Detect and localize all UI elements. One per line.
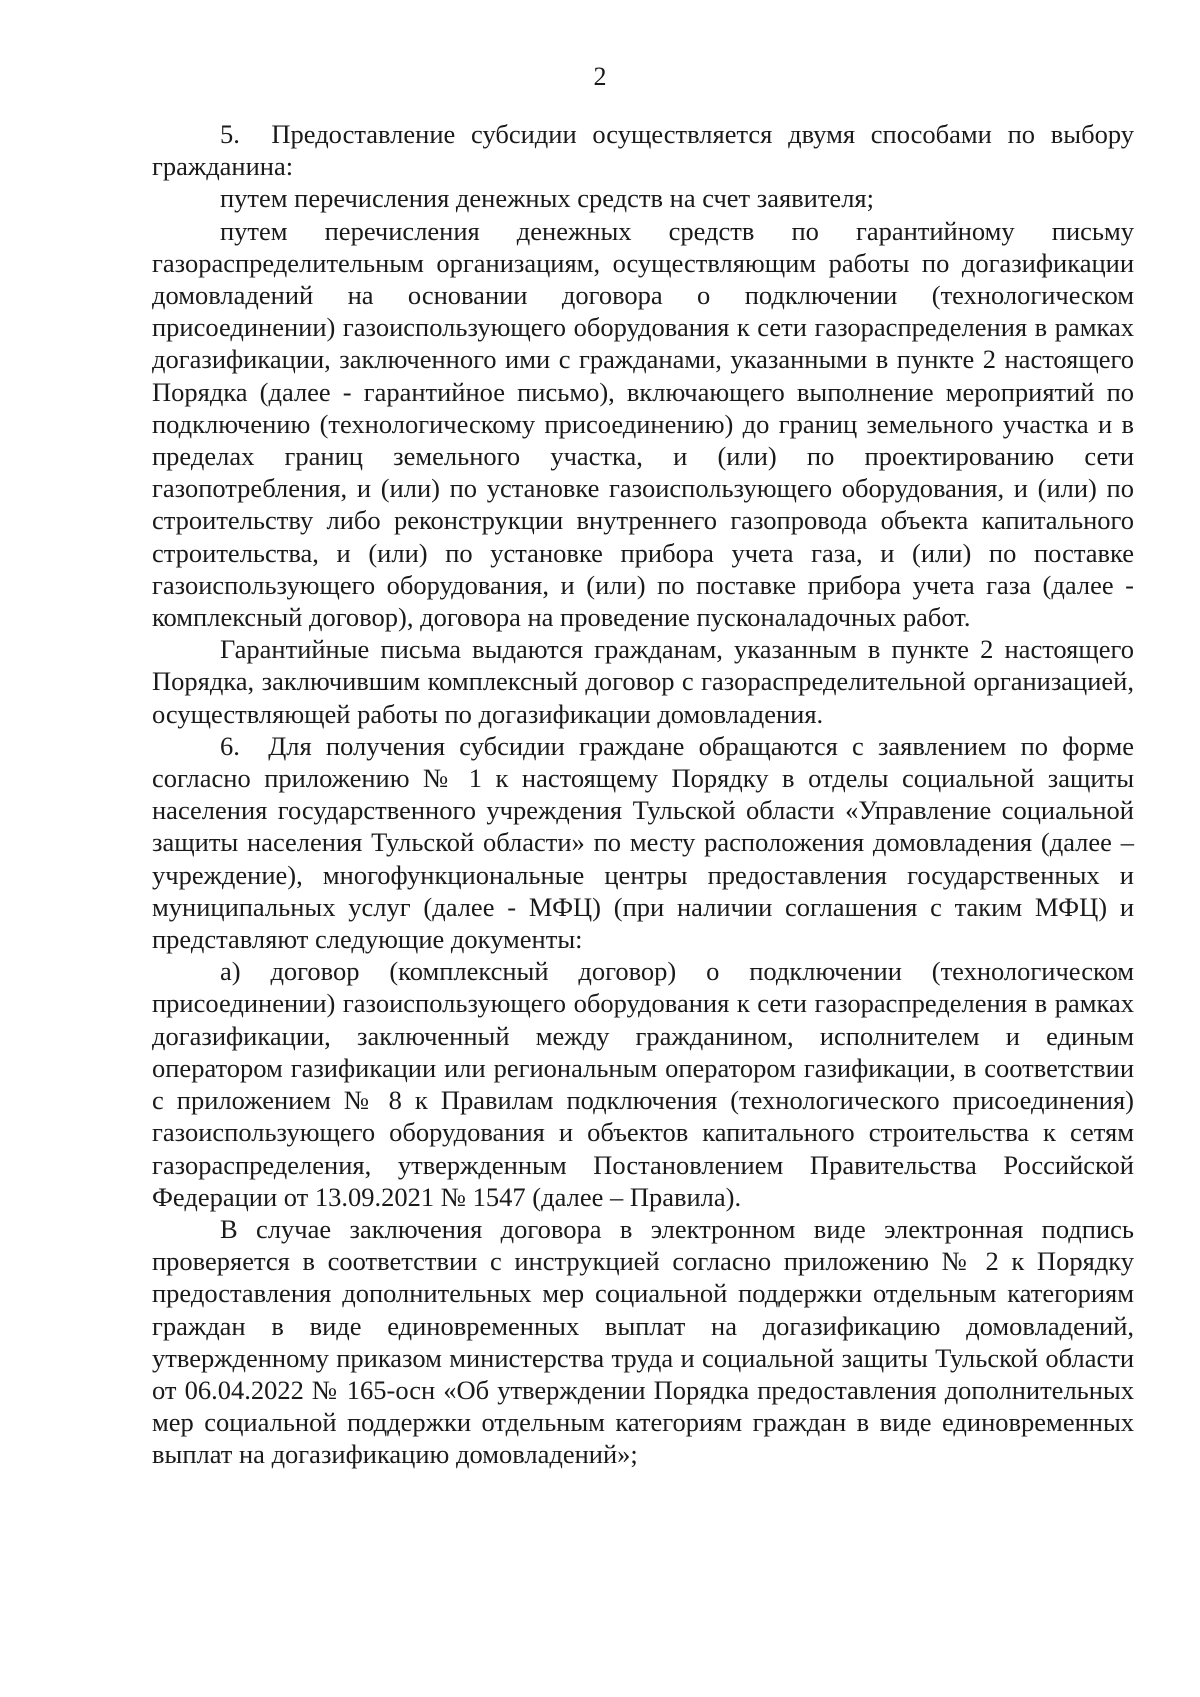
paragraph-item-a-contract: а) договор (комплексный договор) о подключении (технологическом присоединении) газоиспользующего оборудования к сети газораспределения в рамках догазификации, заключенный между гражданином, исполнителем и единым оператором газификации или региональным оператором газификации, в соответствии с приложением № 8 к Правилам подключения (технологического присоединения) газоиспользующего оборудования и объектов капитального строительства к сетям газораспределения, утвержденным Постановлением Правительства Российской Федерации от 13.09.2021 № 1547 (далее – Правила). (152, 956, 1134, 1212)
paragraph-electronic-signature: В случае заключения договора в электронном виде электронная подпись проверяется в соответствии с инструкцией согласно приложению № 2 к Порядку предоставления дополнительных мер социальной поддержки отдельным категориям граждан в виде единовременных выплат на догазификацию домовладений, утвержденному приказом министерства труда и социальной защиты Тульской области от 06.04.2022 № 165-осн «Об утверждении Порядка предоставления дополнительных мер социальной поддержки отдельным категориям граждан в виде единовременных выплат на догазификацию домовладений»; (152, 1213, 1134, 1470)
paragraph-method-account: путем перечисления денежных средств на счет заявителя; (220, 183, 874, 214)
paragraph-6-application: 6. Для получения субсидии граждане обращаются с заявлением по форме согласно приложению № 1 к настоящему Порядку в отделы социальной защиты населения государственного учреждения Тульской области «Управление социальной защиты населения Тульской области» по месту расположения домовладения (далее – учреждение), многофункциональные центры предоставления государственных и муниципальных услуг (далее - МФЦ) (при наличии соглашения с таким МФЦ) и представляют следующие документы: (152, 730, 1134, 955)
paragraph-guarantee-letters-issued: Гарантийные письма выдаются гражданам, указанным в пункте 2 настоящего Порядка, заключившим комплексный договор с газораспределительной организацией, осуществляющей работы по догазификации домовладения. (152, 634, 1134, 729)
page-number: 2 (593, 62, 607, 91)
paragraph-5-intro: 5. Предоставление субсидии осуществляется двумя способами по выбору гражданина: (152, 119, 1134, 182)
document-body (152, 118, 1134, 1471)
paragraph-method-guarantee-letter: путем перечисления денежных средств по гарантийному письму газораспределительным организациям, осуществляющим работы по догазификации домовладений на основании договора о подключении (технологическом присоединении) газоиспользующего оборудования к сети газораспределения в рамках догазификации, заключенного ими с гражданами, указанными в пункте 2 настоящего Порядка (далее - гарантийное письмо), включающего выполнение мероприятий по подключению (технологическому присоединению) до границ земельного участка и в пределах границ земельного участка, и (или) по проектированию сети газопотребления, и (или) по установке газоиспользующего оборудования, и (или) по строительству либо реконструкции внутреннего газопровода объекта капитального строительства, и (или) по установке прибора учета газа, и (или) по поставке газоиспользующего оборудования, и (или) по поставке прибора учета газа (далее - комплексный договор), договора на проведение пусконаладочных работ. (152, 215, 1134, 633)
